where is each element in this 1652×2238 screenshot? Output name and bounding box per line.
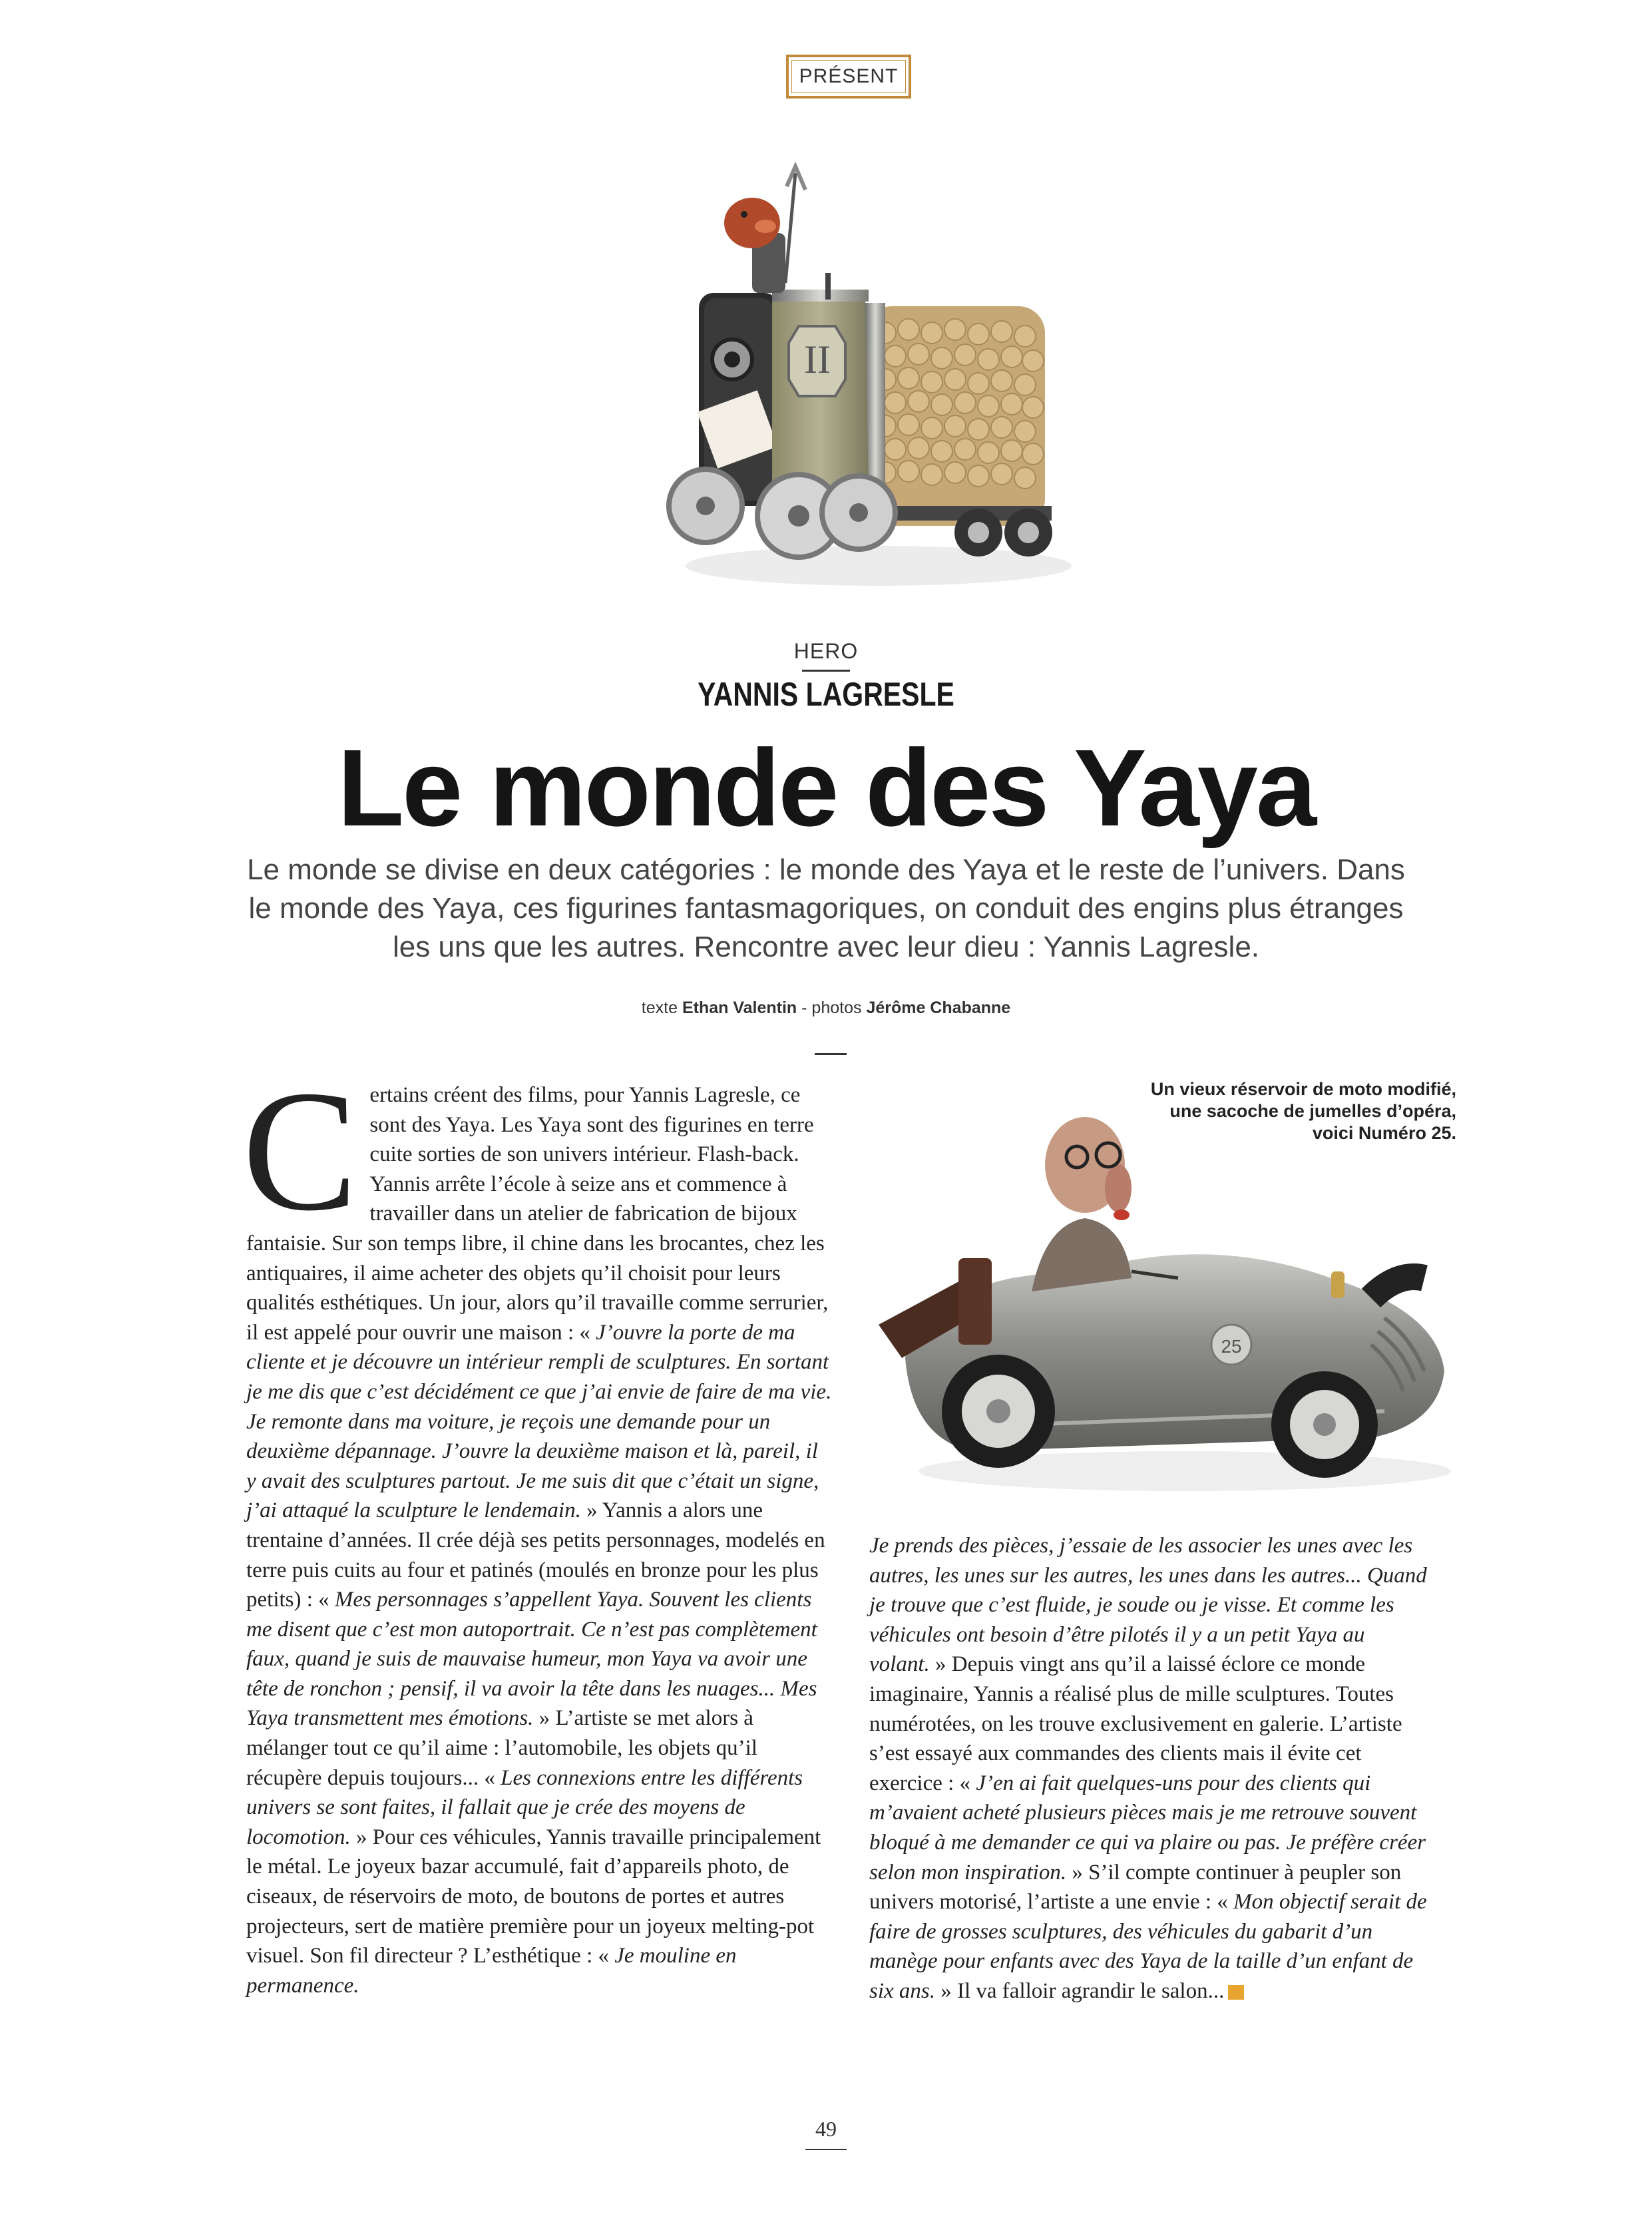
kicker-underline — [802, 670, 850, 672]
page-number: 49 — [815, 2117, 837, 2141]
article-subject: YANNIS LAGRESLE — [698, 676, 954, 713]
kicker: HERO — [793, 639, 859, 663]
credits — [0, 999, 1652, 1018]
credits-text-label: texte — [641, 999, 678, 1017]
page-number-underline — [805, 2149, 847, 2150]
credits-author: Ethan Valentin — [682, 999, 797, 1017]
credits-separator: - photos — [801, 999, 862, 1017]
body-column-2: Je prends des pièces, j’essaie de les associer les unes avec les autres, les unes sur les autres, les unes dans les autres... Quand je trouve que c’est fluide, je soude ou je visse. Et comme les véhicules ont besoin d’être pilotés il y a un petit Yaya au volant. » Depuis vingt ans qu’il a laissé éclore ce monde imaginaire, Yannis a réalisé plus de mille sculptures. Toutes numérotées, on les trouve exclusivement en galerie. L’artiste s’est essayé aux commandes des clients mais il évite cet exercice : « J’en ai fait quelques-uns pour des clients qui m’avaient acheté plusieurs pièces mais je me retrouve souvent bloqué à me demander ce qui va plaire ou pas. Je préfère créer selon mon inspiration. » S’il compte continuer à peupler son univers motorisé, l’artiste a une envie : « Mon objectif serait de faire de grosses sculptures, des véhicules du gabarit d’un manège pour enfants avec des Yaya de la taille d’un enfant de six ans. » Il va falloir agrandir le salon... — [869, 1534, 1427, 2003]
hero-plate-number: II — [804, 337, 831, 381]
drop-cap: C — [242, 1055, 358, 1247]
page-title: Le monde des Yaya — [337, 727, 1315, 849]
credits-photographer: Jérôme Chabanne — [866, 999, 1011, 1017]
car-emblem-number: 25 — [1221, 1336, 1242, 1357]
end-mark-icon — [1228, 1985, 1244, 2000]
photo-caption: Un vieux réservoir de moto modifié, une sacoche de jumelles d’opéra, voici Numéro 25. — [1150, 1079, 1456, 1143]
body-column-1: Certains créent des films, pour Yannis Lagresle, ce sont des Yaya. Les Yaya sont des figurines en terre cuite sorties de son univers intérieur. Flash-back. Yannis arrête l’école à seize ans et commence à travailler dans un atelier de fabrication de bijoux fantaisie. Sur son temps libre, il chine dans les brocantes, chez les antiquaires, il aime acheter des objets qu’il choisit pour leurs qualités esthétiques. Un jour, alors qu’il travaille comme serrurier, il est appelé pour ouvrir une maison : « J’ouvre la porte de ma cliente et je découvre un intérieur rempli de sculptures. En sortant je me dis que c’est décidément ce que j’ai envie de faire de ma vie. Je remonte dans ma voiture, je reçois une demande pour un deuxième dépannage. J’ouvre la deuxième maison et là, pareil, il y avait des sculptures partout. Je me suis dit que c’était un signe, j’ai attaqué la sculpture le lendemain. » Yannis a alors une trentaine d’années. Il crée déjà ses petits personnages, modelés en terre puis cuits au four et patinés (moulés en bronze pour les plus petits) : « Mes personnages s’appellent Yaya. Souvent les clients me disent que c’est mon autoportrait. Ce n’est pas complètement faux, quand je suis de mauvaise humeur, mon Yaya va avoir une tête de ronchon ; pensif, il va avoir la tête dans les nuages... Mes Yaya transmettent mes émotions. » L’artiste se met alors à mélanger tout ce qu’il aime : l’automobile, les objets qu’il récupère depuis toujours... « Les connexions entre les différents univers se sont faites, il fallait que je crée des moyens de locomotion. » Pour ces véhicules, Yannis travaille principalement le métal. Le joyeux bazar accumulé, fait d’appareils photo, de ciseaux, de réservoirs de moto, de boutons de portes et autres projecteurs, sert de matière première pour un joyeux melting-pot visuel. Son fil directeur ? L’esthétique : « Je mouline en permanence. — [242, 1055, 832, 1998]
standfirst: Le monde se divise en deux catégories : le monde des Yaya et le reste de l’univers. Dans le monde des Yaya, ces figurines fantasmagoriques, on conduit des engins plus étranges les uns que les autres. Rencontre avec leur dieu : Yannis Lagresle. — [247, 853, 1405, 963]
credits-divider — [815, 1053, 847, 1055]
hero-sculpture-photo — [666, 160, 1078, 592]
section-tag: PRÉSENT — [786, 55, 911, 99]
